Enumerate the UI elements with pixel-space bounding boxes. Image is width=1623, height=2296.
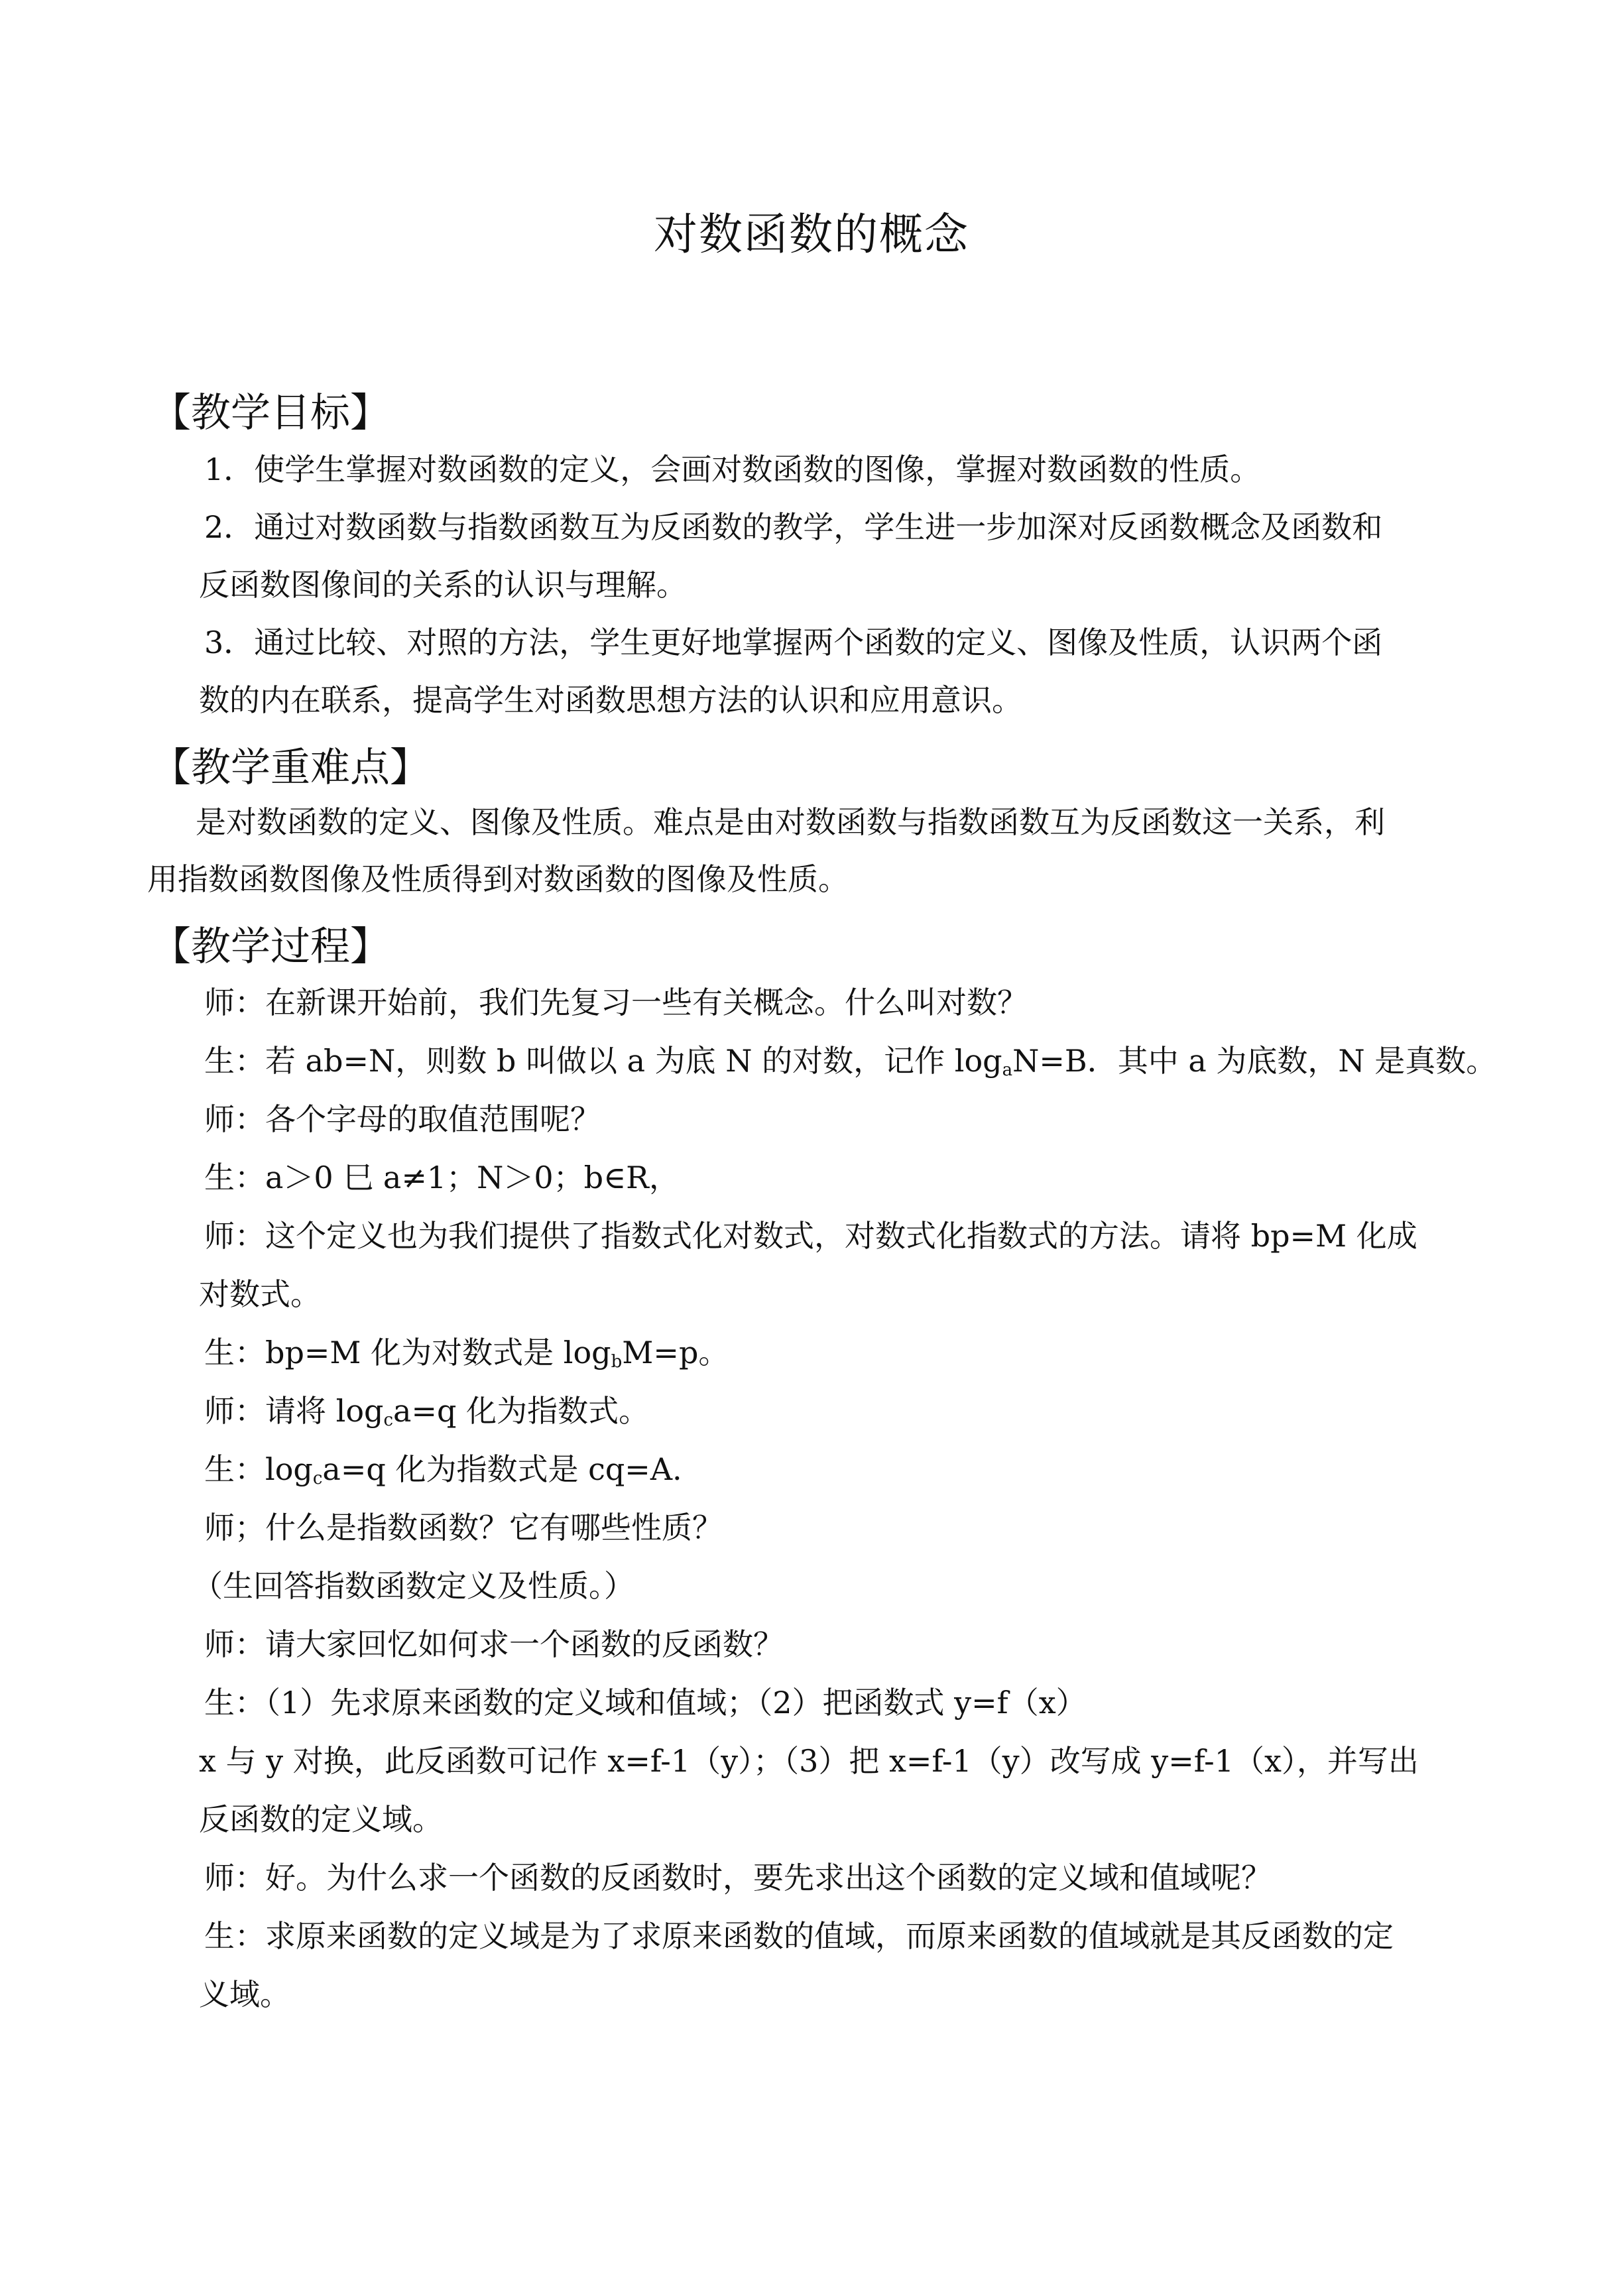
dialogue-text: 师：请将 log xyxy=(204,1393,384,1429)
dialogue-line: 义域。 xyxy=(199,1976,290,2012)
objective-line: 数的内在联系，提高学生对函数思想方法的认识和应用意识。 xyxy=(199,682,1022,718)
dialogue-line: 师；什么是指数函数？它有哪些性质？ xyxy=(204,1510,723,1545)
document-title: 对数函数的概念 xyxy=(654,209,969,260)
objective-line: 3．通过比较、对照的方法，学生更好地掌握两个函数的定义、图像及性质，认识两个函 xyxy=(204,625,1383,660)
keypoint-line: 是对数函数的定义、图像及性质。难点是由对数函数与指数函数互为反函数这一关系，利 xyxy=(196,804,1385,840)
heading-keypoints: 【教学重难点】 xyxy=(151,745,430,791)
dialogue-line xyxy=(204,1449,682,1498)
heading-process: 【教学过程】 xyxy=(151,924,390,970)
dialogue-text: N=B．其中 a 为底数，N 是真数。 xyxy=(1012,1043,1497,1079)
dialogue-line: 反函数的定义域。 xyxy=(199,1801,443,1837)
objective-line: 反函数图像间的关系的认识与理解。 xyxy=(199,567,687,603)
dialogue-line: 生：求原来函数的定义域是为了求原来函数的值域，而原来函数的值域就是其反函数的定 xyxy=(204,1918,1394,1954)
heading-objectives: 【教学目标】 xyxy=(151,390,390,436)
dialogue-line xyxy=(204,1333,729,1382)
dialogue-line: 师：各个字母的取值范围呢？ xyxy=(204,1101,601,1137)
dialogue-line: 生：a＞0 巳 a≠1；N＞0；b∈R， xyxy=(204,1160,680,1195)
dialogue-line xyxy=(204,1041,1496,1090)
objective-line: 2．通过对数函数与指数函数互为反函数的教学，学生进一步加深对反函数概念及函数和 xyxy=(204,509,1383,545)
dialogue-line: 师：好。为什么求一个函数的反函数时，要先求出这个函数的定义域和值域呢？ xyxy=(204,1860,1272,1896)
dialogue-text: a=q 化为指数式。 xyxy=(393,1393,650,1429)
dialogue-line xyxy=(204,1391,649,1440)
dialogue-text: M=p。 xyxy=(622,1335,729,1370)
dialogue-text: a=q 化为指数式是 cq=A. xyxy=(322,1451,682,1487)
dialogue-text: 生：若 ab=N，则数 b 叫做以 a 为底 N 的对数，记作 log xyxy=(204,1043,1002,1079)
objective-line: 1．使学生掌握对数函数的定义，会画对数函数的图像，掌握对数函数的性质。 xyxy=(204,452,1261,487)
log-subscript: c xyxy=(312,1469,323,1488)
log-subscript: b xyxy=(611,1352,623,1372)
dialogue-line: 生：（1）先求原来函数的定义域和值域；（2）把函数式 y=f（x） xyxy=(204,1685,1087,1721)
dialogue-text: 生：bp=M 化为对数式是 log xyxy=(204,1335,611,1370)
dialogue-line: x 与 y 对换，此反函数可记作 x=f-1（y）；（3）把 x=f-1（y）改写成 y=f-1（x），并写出 xyxy=(199,1743,1419,1779)
dialogue-line: 师：这个定义也为我们提供了指数式化对数式，对数式化指数式的方法。请将 bp=M 化成 xyxy=(204,1218,1417,1254)
log-subscript: a xyxy=(1002,1060,1013,1080)
dialogue-line: （生回答指数函数定义及性质。） xyxy=(192,1568,634,1604)
dialogue-line: 师：请大家回忆如何求一个函数的反函数？ xyxy=(204,1626,784,1662)
log-subscript: c xyxy=(383,1410,394,1430)
dialogue-text: 生：log xyxy=(204,1451,313,1487)
keypoint-line: 用指数函数图像及性质得到对数函数的图像及性质。 xyxy=(147,861,849,897)
dialogue-line: 对数式。 xyxy=(199,1276,321,1312)
dialogue-line: 师：在新课开始前，我们先复习一些有关概念。什么叫对数？ xyxy=(204,985,1028,1020)
